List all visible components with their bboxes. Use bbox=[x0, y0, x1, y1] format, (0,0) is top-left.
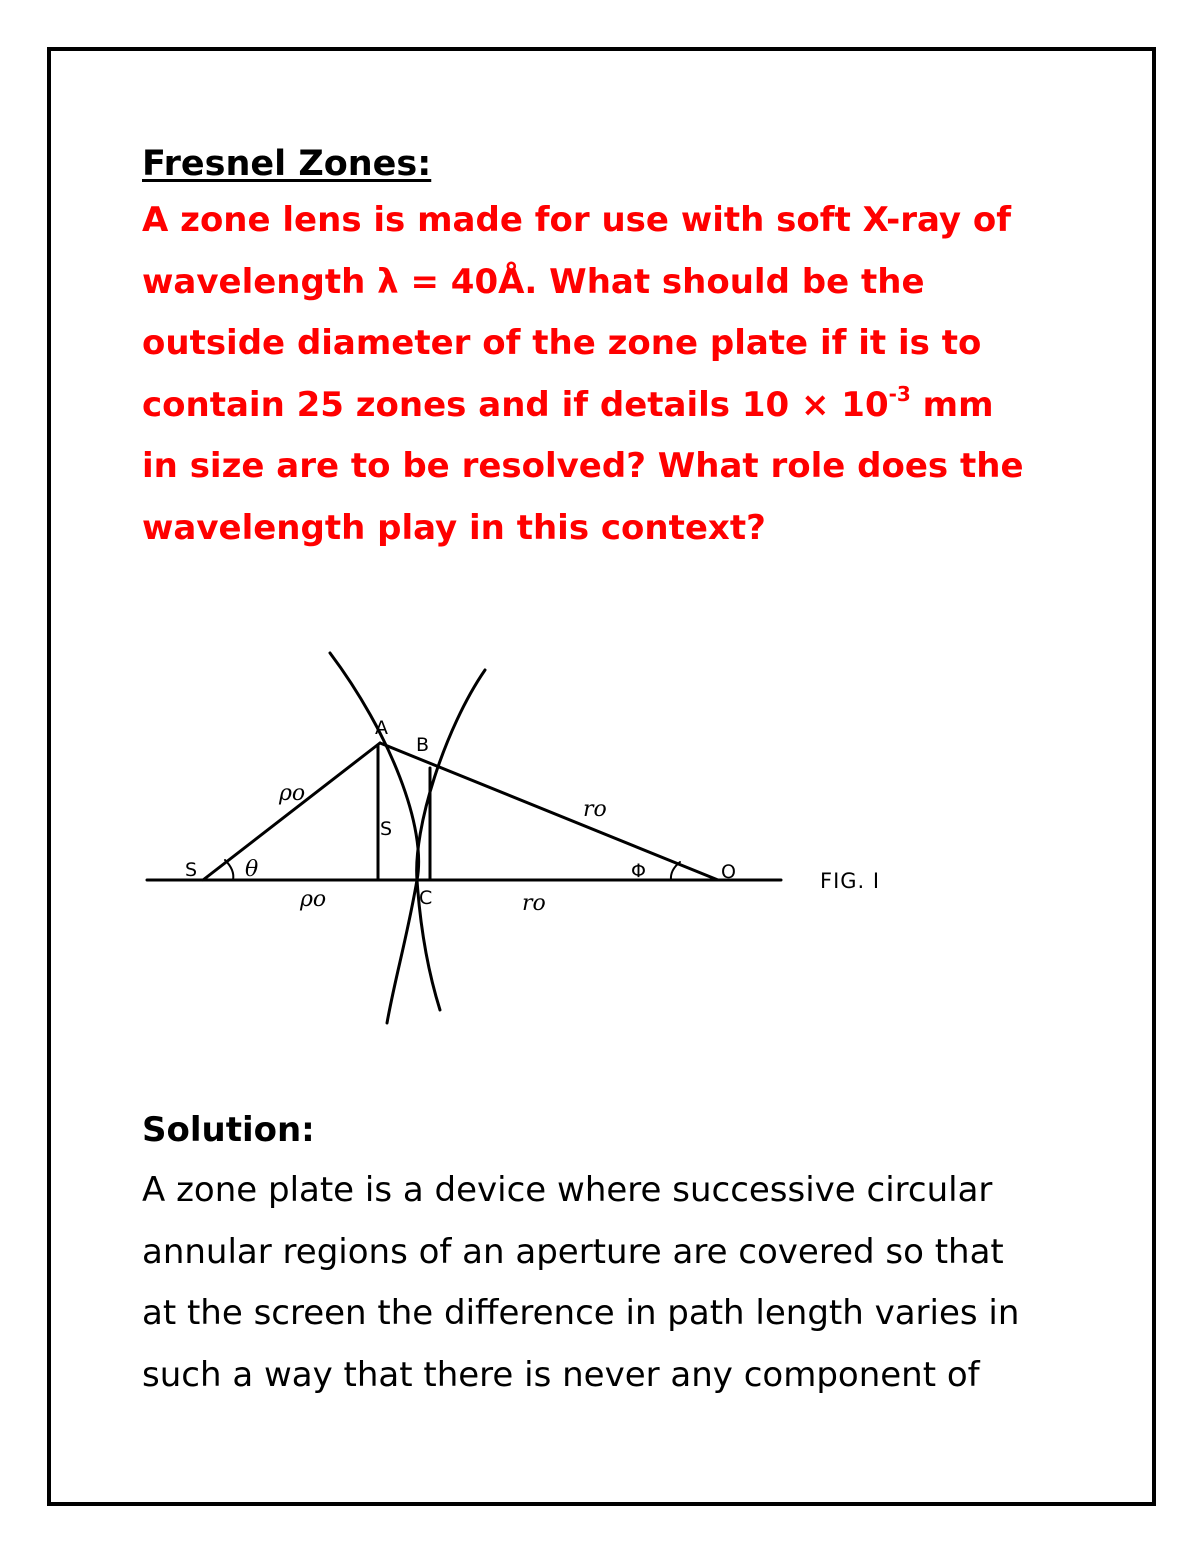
label-rho-lower: ρo bbox=[300, 887, 327, 912]
solution-heading: Solution: bbox=[142, 1110, 315, 1150]
solution-body bbox=[142, 1160, 1102, 1406]
label-r-upper: ro bbox=[583, 797, 607, 822]
problem-line-5: in size are to be resolved? What role does the bbox=[142, 446, 1024, 487]
label-point-c: C bbox=[419, 887, 433, 909]
problem-line-2: wavelength λ = 40Å. What should be the bbox=[142, 261, 925, 302]
label-angle-phi: Φ bbox=[631, 860, 646, 882]
problem-line-4 bbox=[142, 375, 1092, 437]
label-point-o: O bbox=[721, 861, 736, 883]
problem-line-6: wavelength play in this context? bbox=[142, 507, 766, 548]
label-angle-theta: θ bbox=[245, 857, 259, 882]
label-r-lower: ro bbox=[522, 891, 546, 916]
figure-caption: FIG. I bbox=[820, 869, 881, 893]
solution-line-2: annular regions of an aperture are covered so that bbox=[142, 1231, 1004, 1272]
label-segment-s: S bbox=[380, 818, 393, 840]
label-point-s: S bbox=[185, 859, 198, 881]
label-point-a: A bbox=[375, 717, 388, 739]
exponent: -3 bbox=[888, 382, 911, 407]
wavefront-left bbox=[330, 653, 419, 1023]
label-rho-upper: ρo bbox=[279, 781, 306, 806]
section-heading: Fresnel Zones: bbox=[142, 144, 432, 184]
problem-line-1: A zone lens is made for use with soft X-ray of bbox=[142, 200, 1012, 240]
fresnel-zone-diagram bbox=[145, 648, 905, 1028]
problem-line-4-text: contain 25 zones and if details 10 × 10 bbox=[142, 384, 889, 425]
label-point-b: B bbox=[416, 734, 430, 756]
problem-line-3: outside diameter of the zone plate if it is to bbox=[142, 323, 982, 364]
solution-line-3: at the screen the difference in path length varies in bbox=[142, 1293, 1020, 1334]
problem-line-4-unit: mm bbox=[910, 384, 994, 425]
solution-line-4: such a way that there is never any component of bbox=[142, 1354, 980, 1395]
line-s-to-a bbox=[203, 743, 380, 880]
solution-line-1: A zone plate is a device where successive circular bbox=[142, 1170, 993, 1210]
wavefront-right bbox=[417, 670, 485, 1010]
problem-section bbox=[142, 138, 1092, 560]
